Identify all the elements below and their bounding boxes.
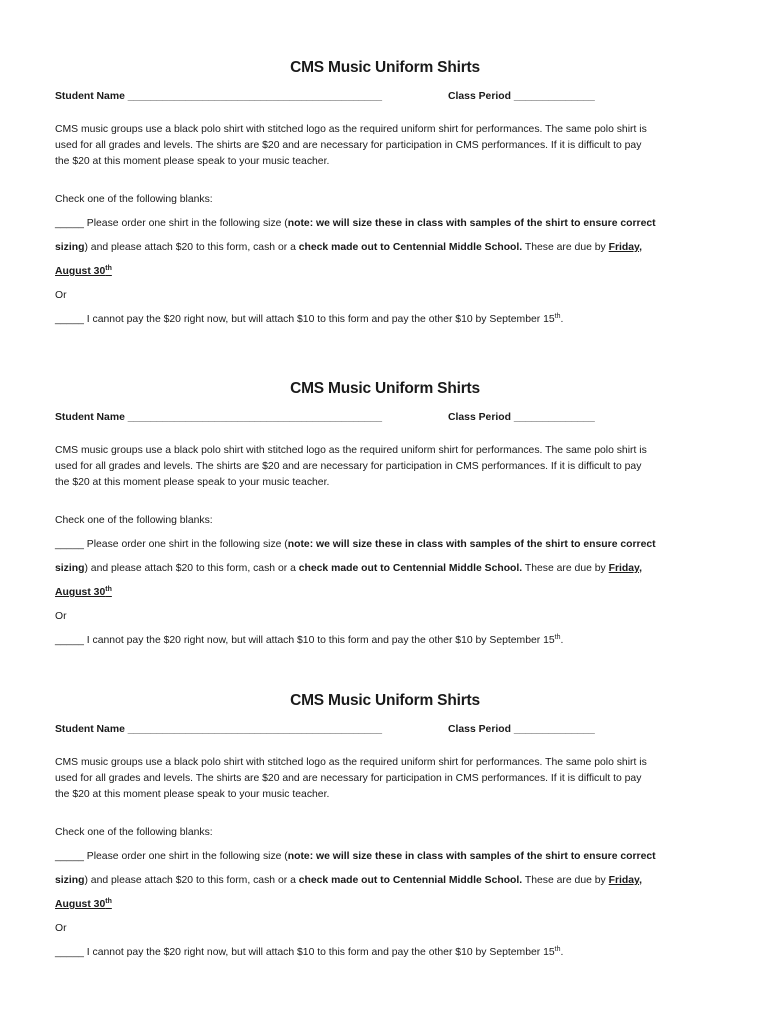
description-paragraph (55, 122, 720, 170)
check-payee: check made out to Centennial Middle School. (298, 563, 523, 574)
form-fields-row (55, 91, 655, 102)
payment-text: ) and please attach $20 to this form, cash or a (84, 242, 299, 253)
option-order-text: _____ Please order one shirt in the following size ( (55, 851, 288, 862)
partial-payment-text: _____ I cannot pay the $20 right now, but will attach $10 to this form and pay the other $10 by September 15 (55, 635, 555, 646)
option-partial-payment[interactable] (55, 635, 563, 646)
class-period-field[interactable]: Class Period ______________ (448, 724, 595, 735)
payment-text: ) and please attach $20 to this form, cash or a (84, 875, 299, 886)
due-date (55, 587, 112, 598)
due-date-text: August 30 (55, 587, 106, 598)
check-payee: check made out to Centennial Middle School. (298, 242, 523, 253)
partial-payment-text: _____ I cannot pay the $20 right now, but will attach $10 to this form and pay the other $10 by September 15 (55, 947, 555, 958)
option-order-text: _____ Please order one shirt in the following size ( (55, 539, 288, 550)
sizing-word: sizing (55, 563, 85, 574)
form-title: CMS Music Uniform Shirts (290, 692, 480, 709)
check-instruction: Check one of the following blanks: (55, 827, 213, 838)
option-order-text: _____ Please order one shirt in the following size ( (55, 218, 288, 229)
sizing-note: note: we will size these in class with samples of the shirt to ensure correct (287, 539, 656, 550)
sizing-note: note: we will size these in class with samples of the shirt to ensure correct (287, 851, 656, 862)
description-line: the $20 at this moment please speak to your music teacher. (55, 789, 330, 800)
form-title: CMS Music Uniform Shirts (290, 59, 480, 76)
sizing-note: note: we will size these in class with samples of the shirt to ensure correct (287, 218, 656, 229)
due-date-suffix: th (105, 898, 112, 905)
check-instruction: Check one of the following blanks: (55, 194, 213, 205)
period-mark: . (560, 635, 564, 646)
or-separator: Or (55, 290, 67, 301)
option-partial-payment[interactable] (55, 314, 563, 325)
due-text: These are due by (522, 563, 609, 574)
form-fields-row (55, 412, 655, 423)
description-line: used for all grades and levels. The shirts are $20 and are necessary for participation in CMS performances. If it is difficult to pay (55, 461, 642, 472)
partial-payment-text: _____ I cannot pay the $20 right now, but will attach $10 to this form and pay the other $10 by September 15 (55, 314, 555, 325)
due-day: Friday, (608, 242, 642, 253)
partial-date-suffix: th (554, 946, 561, 953)
option-order-continued (55, 875, 642, 886)
sizing-word: sizing (55, 875, 85, 886)
description-line: the $20 at this moment please speak to your music teacher. (55, 156, 330, 167)
option-order-shirt[interactable] (55, 539, 656, 550)
option-order-shirt[interactable] (55, 851, 656, 862)
class-period-field[interactable]: Class Period ______________ (448, 412, 595, 423)
student-name-field[interactable]: Student Name ____________________________________________ (55, 724, 383, 735)
due-date-text: August 30 (55, 266, 106, 277)
description-paragraph (55, 755, 720, 803)
option-order-shirt[interactable] (55, 218, 656, 229)
option-order-continued (55, 242, 642, 253)
due-date (55, 899, 112, 910)
partial-date-suffix: th (554, 634, 561, 641)
form-fields-row (55, 724, 655, 735)
check-instruction: Check one of the following blanks: (55, 515, 213, 526)
description-line: used for all grades and levels. The shirts are $20 and are necessary for participation in CMS performances. If it is difficult to pay (55, 140, 642, 151)
period-mark: . (560, 947, 564, 958)
description-line: CMS music groups use a black polo shirt with stitched logo as the required uniform shirt for performances. The same polo shirt is (55, 445, 647, 456)
description-paragraph (55, 443, 720, 491)
form-title: CMS Music Uniform Shirts (290, 380, 480, 397)
due-text: These are due by (522, 875, 609, 886)
due-text: These are due by (522, 242, 609, 253)
student-name-field[interactable]: Student Name ____________________________________________ (55, 91, 383, 102)
due-date-suffix: th (105, 586, 112, 593)
option-order-continued (55, 563, 642, 574)
sizing-word: sizing (55, 242, 85, 253)
check-payee: check made out to Centennial Middle School. (298, 875, 523, 886)
partial-date-suffix: th (554, 313, 561, 320)
or-separator: Or (55, 611, 67, 622)
description-line: CMS music groups use a black polo shirt with stitched logo as the required uniform shirt for performances. The same polo shirt is (55, 757, 647, 768)
or-separator: Or (55, 923, 67, 934)
student-name-field[interactable]: Student Name ____________________________________________ (55, 412, 383, 423)
due-day: Friday, (608, 875, 642, 886)
description-line: used for all grades and levels. The shirts are $20 and are necessary for participation in CMS performances. If it is difficult to pay (55, 773, 642, 784)
due-day: Friday, (608, 563, 642, 574)
class-period-field[interactable]: Class Period ______________ (448, 91, 595, 102)
due-date-text: August 30 (55, 899, 106, 910)
description-line: the $20 at this moment please speak to your music teacher. (55, 477, 330, 488)
description-line: CMS music groups use a black polo shirt with stitched logo as the required uniform shirt for performances. The same polo shirt is (55, 124, 647, 135)
due-date (55, 266, 112, 277)
payment-text: ) and please attach $20 to this form, cash or a (84, 563, 299, 574)
due-date-suffix: th (105, 265, 112, 272)
period-mark: . (560, 314, 564, 325)
option-partial-payment[interactable] (55, 947, 563, 958)
